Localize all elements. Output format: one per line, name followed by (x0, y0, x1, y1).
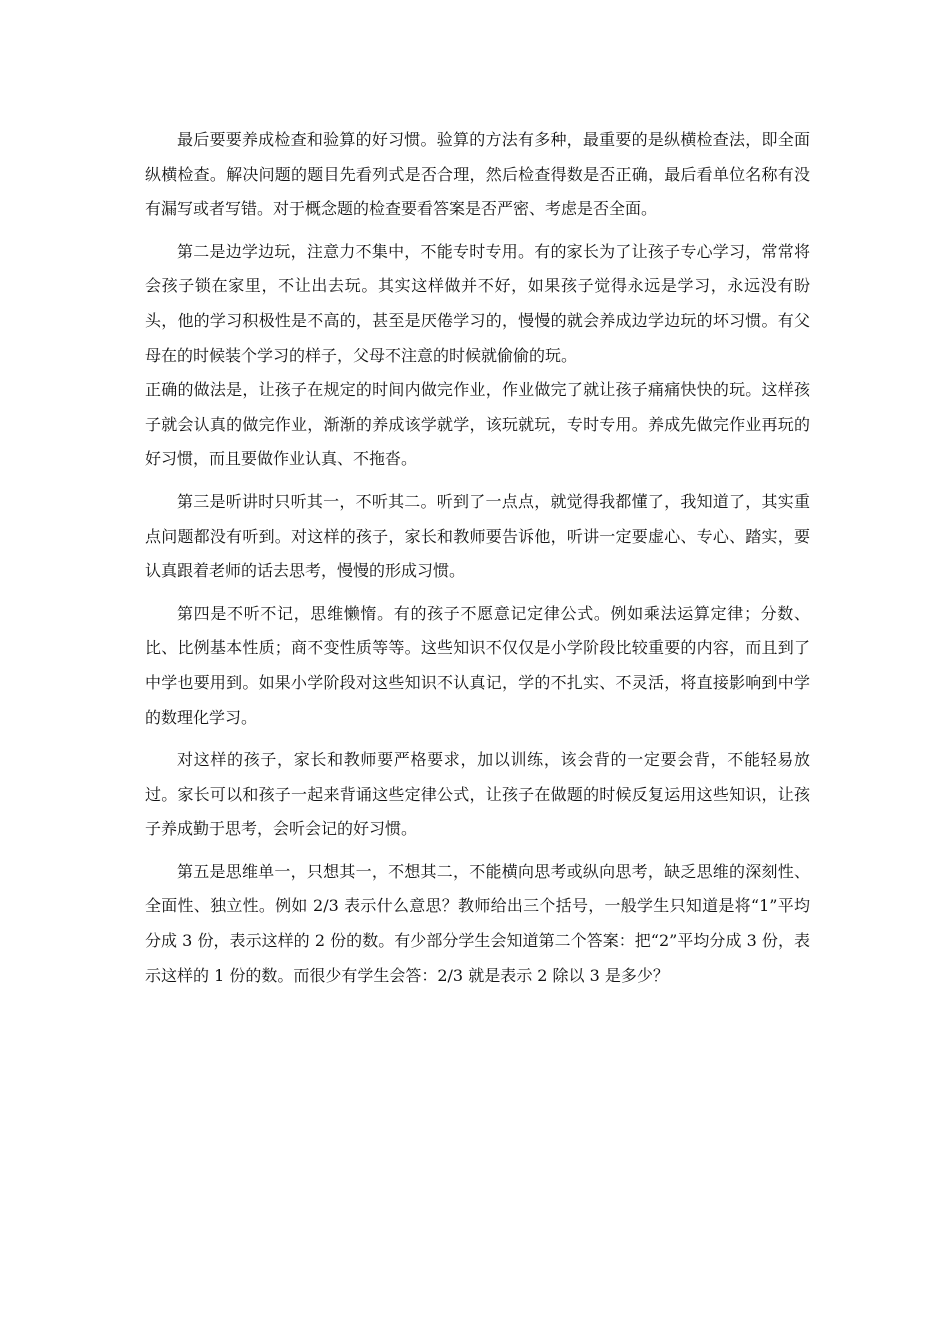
paragraph-fourth-point: 第四是不听不记，思维懒惰。有的孩子不愿意记定律公式。例如乘法运算定律；分数、比、比例基本性质；商不变性质等等。这些知识不仅仅是小学阶段比较重要的内容，而且到了中学也要用到。如果小学阶段对这些知识不认真记，学的不扎实、不灵活，将直接影响到中学的数理化学习。 (145, 603, 810, 727)
paragraph-third-point: 第三是听讲时只听其一，不听其二。听到了一点点，就觉得我都懂了，我知道了，其实重点问题都没有听到。对这样的孩子，家长和教师要告诉他，听讲一定要虚心、专心、踏实，要认真跟着老师的话去思考，慢慢的形成习惯。 (145, 491, 810, 581)
paragraph-second-point: 第二是边学边玩，注意力不集中，不能专时专用。有的家长为了让孩子专心学习，常常将会孩子锁在家里，不让出去玩。其实这样做并不好，如果孩子觉得永远是学习，永远没有盼头，他的学习积极性是不高的，甚至是厌倦学习的，慢慢的就会养成边学边玩的坏习惯。有父母在的时候装个学习的样子，父母不注意的时候就偷偷的玩。 (145, 241, 810, 365)
paragraph-verification-habit: 最后要要养成检查和验算的好习惯。验算的方法有多种，最重要的是纵横检查法，即全面纵横检查。解决问题的题目先看列式是否合理，然后检查得数是否正确，最后看单位名称有没有漏写或者写错。对于概念题的检查要看答案是否严密、考虑是否全面。 (145, 130, 810, 219)
document-body (145, 123, 810, 1001)
paragraph-strict-requirements: 对这样的孩子，家长和教师要严格要求，加以训练，该会背的一定要会背，不能轻易放过。家长可以和孩子一起来背诵这些定律公式，让孩子在做题的时候反复运用这些知识，让孩子养成勤于思考，会听会记的好习惯。 (145, 750, 810, 839)
paragraph-correct-method: 正确的做法是，让孩子在规定的时间内做完作业，作业做完了就让孩子痛痛快快的玩。这样孩子就会认真的做完作业，渐渐的养成该学就学，该玩就玩，专时专用。养成先做完作业再玩的好习惯，而且要做作业认真、不拖沓。 (145, 380, 810, 469)
paragraph-fifth-point: 第五是思维单一，只想其一，不想其二，不能横向思考或纵向思考，缺乏思维的深刻性、全面性、独立性。例如 2/3 表示什么意思？教师给出三个括号，一般学生只知道是将“1”平均分成 3 份，表示这样的 2 份的数。有少部分学生会知道第二个答案：把“2”平均分成 3 份，表示这样的 1 份的数。而很少有学生会答：2/3 就是表示 2 除以 3 是多少？ (145, 861, 810, 985)
